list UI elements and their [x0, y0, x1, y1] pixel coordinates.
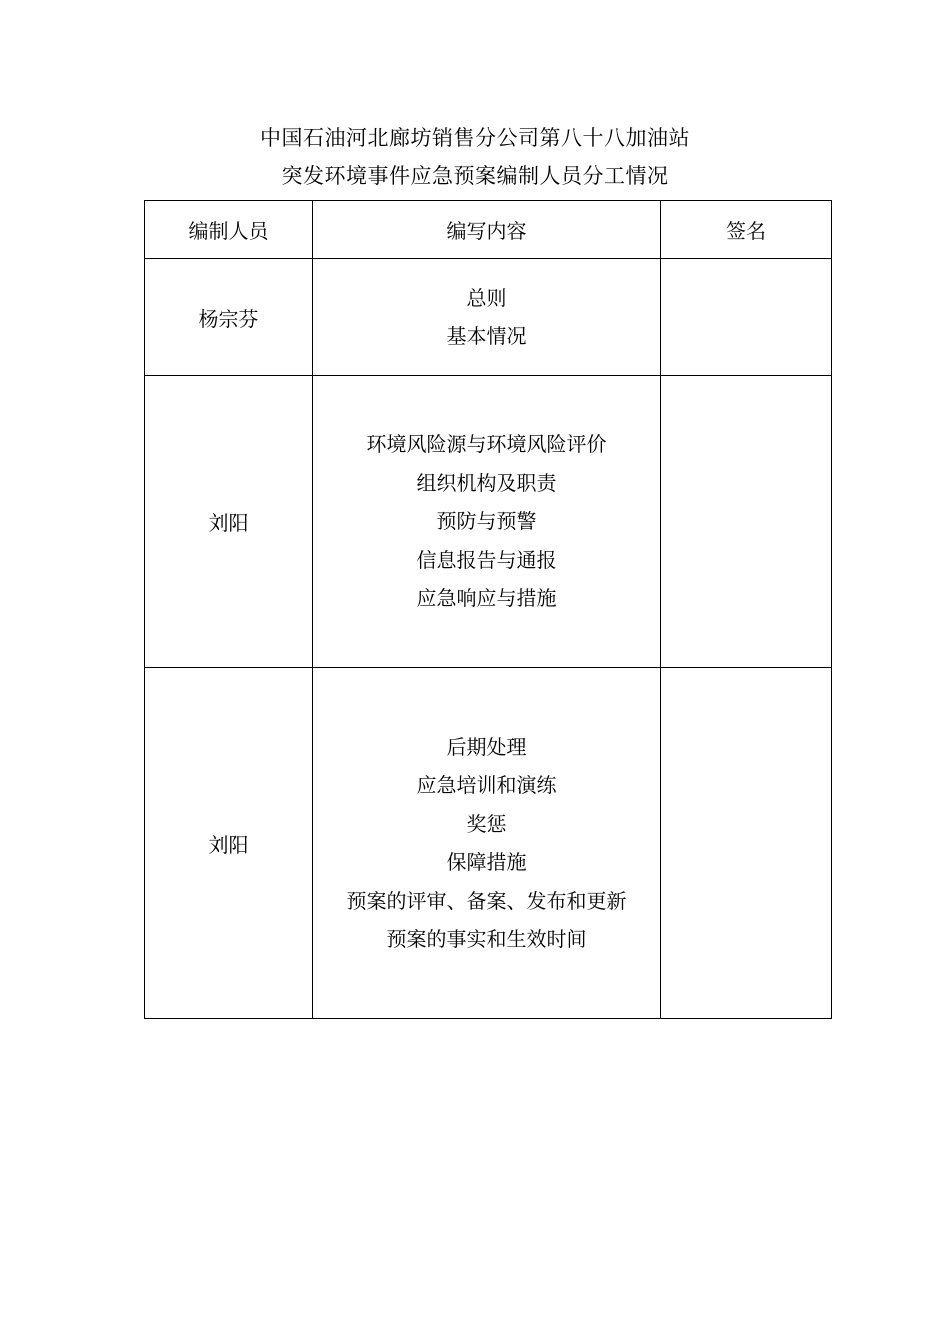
- content-item: 总则: [466, 285, 507, 310]
- content-item: 奖惩: [466, 811, 507, 836]
- table-header-row: [145, 201, 832, 259]
- person-cell: 杨宗芬: [145, 259, 313, 376]
- document-title-line1: 中国石油河北廊坊销售分公司第八十八加油站: [260, 126, 690, 150]
- header-content: 编写内容: [313, 201, 661, 259]
- signature-cell: [661, 668, 832, 1019]
- content-item: 后期处理: [446, 734, 527, 759]
- content-item: 预防与预警: [436, 509, 537, 534]
- content-item: 基本情况: [446, 324, 527, 348]
- person-cell: 刘阳: [145, 376, 313, 668]
- table-row: [145, 259, 832, 376]
- content-item: 信息报告与通报: [416, 547, 557, 572]
- content-item: 预案的评审、备案、发布和更新: [346, 888, 627, 913]
- document-title-line2: 突发环境事件应急预案编制人员分工情况: [281, 164, 669, 188]
- content-cell: [313, 668, 661, 1019]
- staff-assignment-table: [144, 200, 832, 1019]
- content-item: 保障措施: [446, 850, 527, 874]
- signature-cell: [661, 376, 832, 668]
- content-cell: [313, 376, 661, 668]
- signature-cell: [661, 259, 832, 376]
- table-row: [145, 376, 832, 668]
- header-personnel: 编制人员: [145, 201, 313, 259]
- table-row: [145, 668, 832, 1019]
- content-item: 应急响应与措施: [416, 586, 557, 611]
- person-cell: 刘阳: [145, 668, 313, 1019]
- header-signature: 签名: [661, 201, 832, 259]
- content-item: 组织机构及职责: [416, 470, 557, 495]
- content-item: 预案的事实和生效时间: [386, 927, 587, 951]
- content-item: 应急培训和演练: [416, 773, 557, 797]
- content-cell: [313, 259, 661, 376]
- content-item: 环境风险源与环境风险评价: [366, 432, 607, 457]
